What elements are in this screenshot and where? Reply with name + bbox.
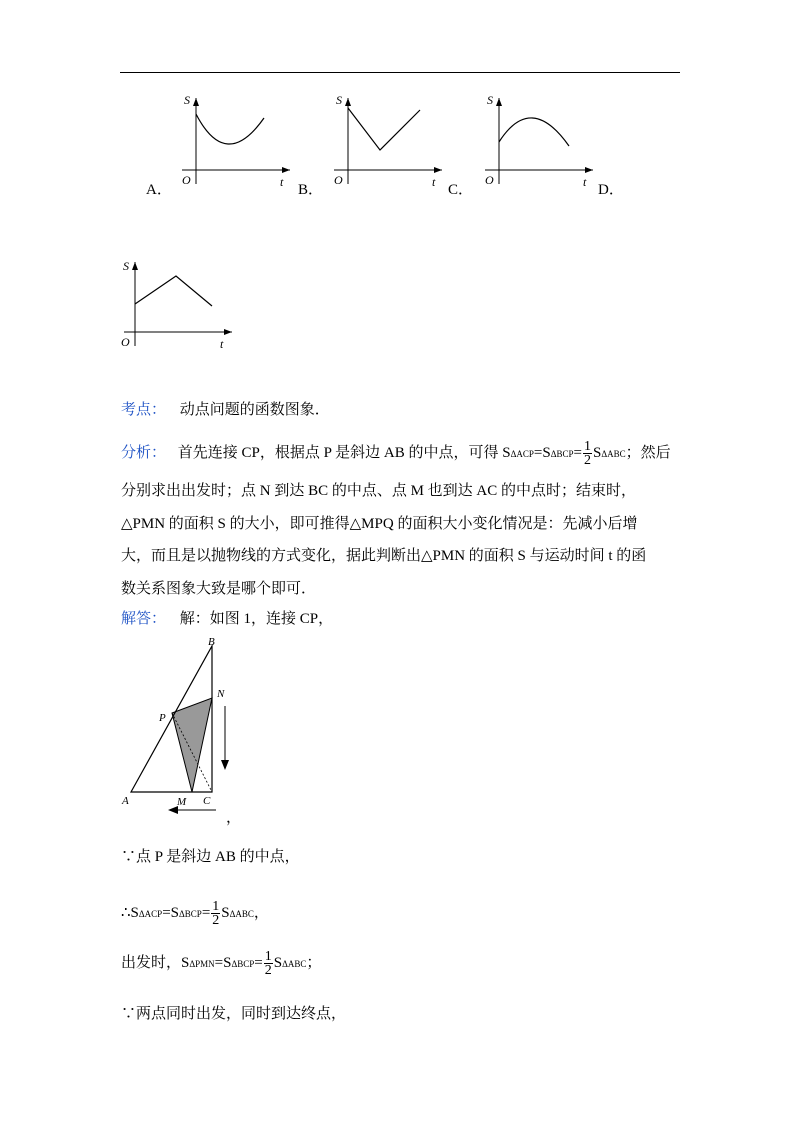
graph-b-s: S — [336, 93, 342, 107]
proof-l3-eq2: = — [254, 954, 263, 971]
kaodian-line — [121, 400, 330, 420]
option-c-label: C． — [448, 182, 474, 198]
fenxi-s-abc: S — [592, 444, 602, 461]
proof-l2-end: ， — [253, 904, 269, 921]
graph-b — [328, 92, 448, 192]
proof-l3-sub1: ΔPMN — [189, 958, 215, 969]
proof-l2-den: 2 — [212, 913, 220, 928]
graph-b-o: O — [334, 173, 343, 187]
fenxi-line1-a: 首先连接 CP，根据点 P 是斜边 AB 的中点，可得 S — [177, 444, 511, 461]
graph-a-s: S — [184, 93, 190, 107]
because-symbol: ∵ — [121, 849, 137, 865]
kaodian-text: 动点问题的函数图象． — [179, 402, 330, 418]
proof-line-3 — [121, 950, 321, 977]
label-b: B — [208, 636, 215, 648]
graph-d-o: O — [121, 335, 130, 349]
proof-l2-sub3: ΔABC — [229, 908, 254, 919]
figure-trailing-comma: ， — [226, 810, 242, 826]
proof-l2-sub1: ΔACP — [138, 908, 163, 919]
graph-c-s: S — [487, 93, 493, 107]
fenxi-frac-num: 1 — [583, 439, 591, 454]
fenxi-frac-den: 2 — [583, 453, 591, 468]
proof-l2-num: 1 — [212, 899, 220, 914]
fenxi-sub-abc: ΔABC — [601, 448, 626, 459]
option-d-label: D． — [598, 182, 624, 198]
label-c: C — [203, 795, 211, 807]
proof-l3-den: 2 — [264, 963, 272, 978]
proof-line-2 — [121, 900, 269, 927]
proof-l3-eq1: =S — [214, 954, 232, 971]
fenxi-line-4: 大，而且是以抛物线的方式变化，据此判断出△PMN 的面积 S 与运动时间 t 的函 — [121, 548, 647, 564]
proof-l2-eq2: = — [201, 904, 211, 921]
proof-l2-fraction — [211, 900, 220, 927]
option-b-label: B． — [298, 182, 324, 198]
graph-d-s: S — [123, 259, 129, 273]
proof-line-4-text: 两点同时出发，同时到达终点， — [136, 1006, 347, 1022]
proof-l3-pre: 出发时，S — [121, 954, 190, 971]
proof-l2-eq1: =S — [162, 904, 179, 921]
graph-d-t: t — [220, 337, 224, 351]
graph-c-t: t — [583, 175, 587, 189]
proof-l3-s3: S — [273, 954, 283, 971]
graph-a-o: O — [182, 173, 191, 187]
proof-l3-num: 1 — [264, 949, 272, 964]
fenxi-line1-b: ；然后 — [625, 444, 671, 461]
graph-c — [479, 92, 599, 192]
proof-l2-s1: S — [130, 904, 139, 921]
jieda-label: 解答： — [121, 611, 167, 627]
label-p: P — [159, 712, 166, 724]
therefore-symbol: ∴ — [121, 904, 131, 921]
fenxi-label: 分析： — [121, 444, 167, 461]
graph-a-t: t — [280, 175, 284, 189]
kaodian-label: 考点： — [121, 402, 167, 418]
proof-line-1-text: 点 P 是斜边 AB 的中点， — [136, 849, 300, 865]
proof-l2-s3: S — [221, 904, 230, 921]
fenxi-line-1 — [121, 440, 671, 467]
proof-l3-fraction — [264, 950, 273, 977]
proof-line-1 — [121, 847, 300, 867]
fenxi-line-3: △PMN 的面积 S 的大小，即可推得△MPQ 的面积大小变化情况是：先减小后增 — [121, 516, 638, 532]
jieda-text: 解：如图 1，连接 CP， — [179, 611, 334, 627]
graph-d — [118, 258, 238, 358]
option-a-label: A． — [146, 182, 172, 198]
proof-line-4 — [121, 1004, 346, 1024]
because-symbol-2: ∵ — [121, 1006, 137, 1022]
fenxi-eq1: =S — [533, 444, 551, 461]
label-a: A — [122, 795, 129, 807]
proof-l3-sub2: ΔBCP — [231, 958, 255, 969]
proof-l3-end: ； — [306, 954, 322, 971]
triangle-figure — [116, 636, 246, 826]
fenxi-fraction — [583, 440, 592, 467]
label-n: N — [217, 688, 225, 700]
label-m: M — [177, 796, 187, 808]
proof-l3-sub3: ΔABC — [282, 958, 307, 969]
graph-a — [176, 92, 296, 192]
fenxi-sub-acp: ΔACP — [510, 448, 534, 459]
jieda-line — [121, 609, 333, 629]
header-rule — [120, 72, 680, 73]
fenxi-sub-bcp: ΔBCP — [550, 448, 574, 459]
graph-b-t: t — [432, 175, 436, 189]
fenxi-line-2: 分别求出出发时；点 N 到达 BC 的中点、点 M 也到达 AC 的中点时；结束时， — [121, 483, 637, 499]
proof-l2-sub2: ΔBCP — [179, 908, 202, 919]
fenxi-line-5: 数关系图象大致是哪个即可． — [121, 581, 317, 597]
fenxi-eq2: = — [573, 444, 582, 461]
graph-c-o: O — [485, 173, 494, 187]
